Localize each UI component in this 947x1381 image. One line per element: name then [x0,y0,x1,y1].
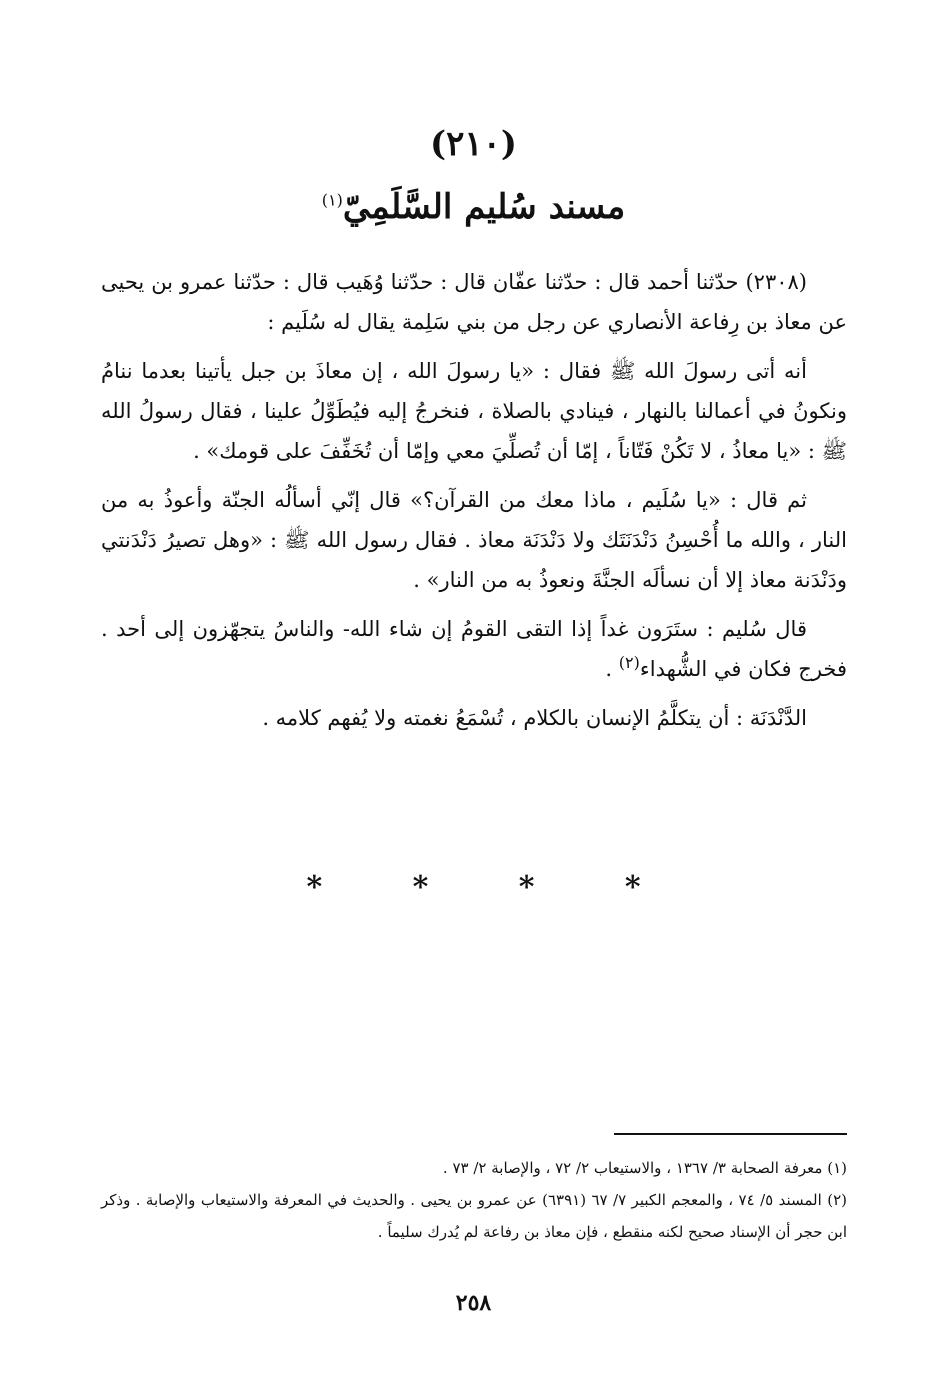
paragraph-sulaym-end: . [605,657,619,681]
footnote-2: (٢) المسند ٥/ ٧٤ ، والمعجم الكبير ٧/ ٦٧ (٦٣٩١) عن عمرو بن يحيى . والحديث في المعرفة والاستيعاب والإصابة . وذكر ابن حجر أن الإسناد صحيح لكنه منقطع ، فإن معاذ بن رفاعة لم يُدرك سليماً . [101,1191,847,1241]
paragraph-sulaym-statement [101,609,847,689]
footnotes [101,1152,847,1248]
paragraph-hadith-continuation: ثم قال : «يا سُلَيم ، ماذا معك من القرآن؟» قال إنّي أسألُه الجنّة وأعوذُ به من النار ، والله ما أُحْسِنُ دَنْدَنَتَك ولا دَنْدَنَة معاذ . فقال رسول الله ﷺ : «وهل تصيرُ دَنْدَنتي ودَنْدَنة معاذ إلا أن نسألَه الجنَّةَ ونعوذُ به من النار» . [101,488,847,592]
paragraph-hadith-isnad: (٢٣٠٨) حدّثنا أحمد قال : حدّثنا عفّان قال : حدّثنا وُهَيب قال : حدّثنا عمرو بن يحيى عن معاذ بن رِفاعة الأنصاري عن رجل من بني سَلِمة يقال له سُلَيم : [101,270,847,334]
chapter-number: (٢١٠) [430,124,517,164]
footnote-divider [614,1133,847,1135]
chapter-title-footnote-ref: (١) [321,190,343,210]
page-number: ٢٥٨ [455,1290,492,1316]
section-separator: * * * * [306,870,681,905]
chapter-title-text: مسند سُليم السَّلَمِيّ [342,187,626,227]
main-text [101,262,847,747]
paragraph-sulaym-text: قال سُليم : ستَرَون غداً إذا التقى القومُ إن شاء الله- والناسُ يتجهّزون إلى أحد . فخرج فكان في الشُّهداء [101,617,847,681]
footnote-1: (١) معرفة الصحابة ٣/ ١٣٦٧ ، والاستيعاب ٢/ ٧٢ ، والإصابة ٢/ ٧٣ . [442,1159,847,1177]
paragraph-definition: الدَّنْدَنَة : أن يتكلَّمُ الإنسان بالكلام ، تُسْمَعُ نغمته ولا يُفهم كلامه . [262,706,807,730]
paragraph-hadith-text: أنه أتى رسولَ الله ﷺ فقال : «يا رسولَ الله ، إن معاذَ بن جبل يأتينا بعدما ننامُ ونكونُ في أعمالنا بالنهار ، فينادي بالصلاة ، فنخرجُ إليه فيُطَوِّلُ علينا ، فقال رسولُ الله ﷺ : «يا معاذُ ، لا تَكُنْ فَتّاناً ، إمّا أن تُصلِّيَ معي وإمّا أن تُخَفِّفَ على قومك» . [101,359,847,463]
chapter-title [0,182,947,232]
footnote-ref-2: (٢) [618,653,640,672]
